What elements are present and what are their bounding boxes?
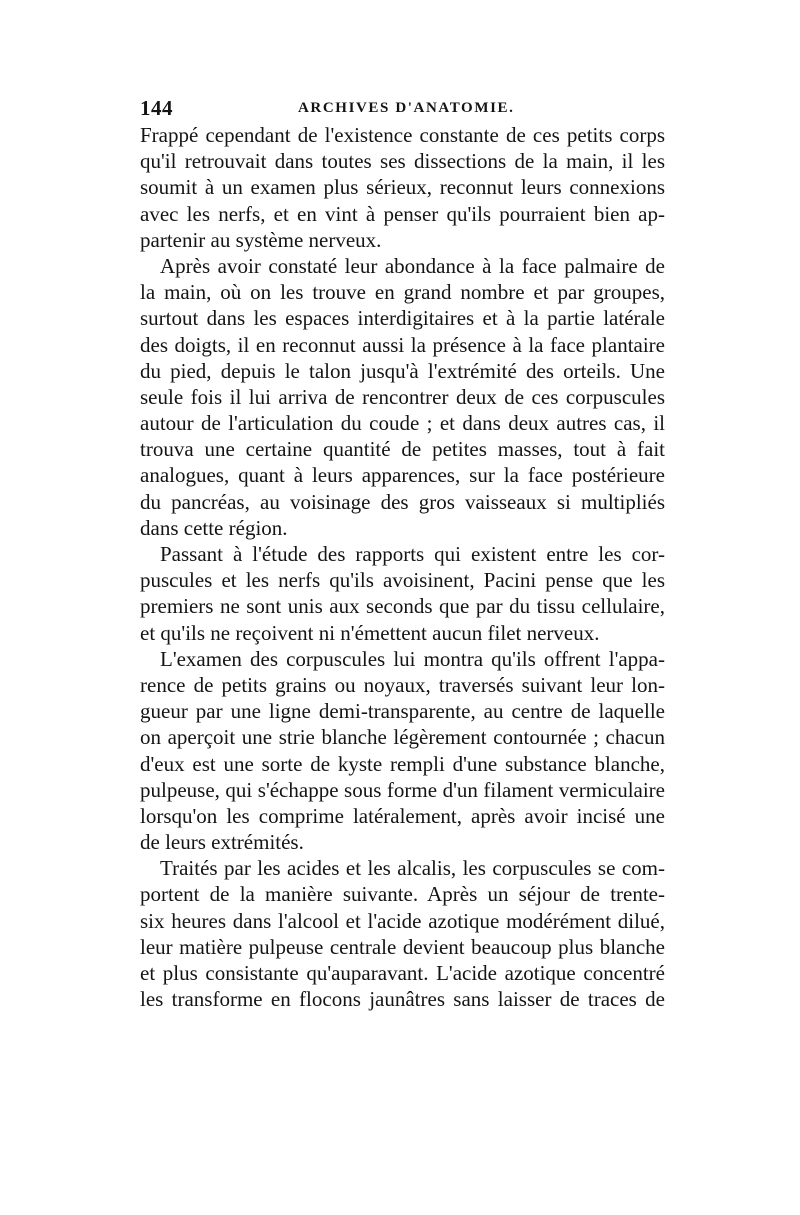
text-line: pulpeuse, qui s'échappe sous forme d'un filament vermiculaire	[140, 777, 665, 802]
text-line: la main, où on les trouve en grand nombre et par groupes,	[140, 280, 665, 305]
text-line: les transforme en flocons jaunâtres sans laisser de traces de	[140, 987, 665, 1012]
body-text	[140, 122, 665, 1012]
text-line: six heures dans l'alcool et l'acide azotique modérément dilué,	[140, 908, 665, 933]
text-line: Après avoir constaté leur abondance à la face palmaire de	[160, 253, 665, 278]
text-line: et plus consistante qu'auparavant. L'acide azotique concentré	[140, 961, 665, 985]
page-number: 144	[140, 96, 173, 120]
paragraph	[140, 122, 665, 253]
text-line: analogues, quant à leurs apparences, sur la face postérieure	[140, 463, 665, 488]
text-line: de leurs extrémités.	[140, 830, 304, 855]
text-line: L'examen des corpuscules lui montra qu'ils offrent l'appa-	[160, 646, 665, 671]
text-line: partenir au système nerveux.	[140, 227, 382, 252]
text-line: et qu'ils ne reçoivent ni n'émettent aucun filet nerveux.	[140, 620, 600, 645]
text-line: rence de petits grains ou noyaux, traversés suivant leur lon-	[140, 672, 665, 697]
text-line: Traités par les acides et les alcalis, les corpuscules se com-	[160, 856, 665, 881]
text-line: Passant à l'étude des rapports qui existent entre les cor-	[160, 542, 665, 566]
text-line: qu'il retrouvait dans toutes ses dissections de la main, il les	[140, 149, 665, 174]
text-line: du pied, depuis le talon jusqu'à l'extrémité des orteils. Une	[140, 358, 665, 383]
text-line: autour de l'articulation du coude ; et dans deux autres cas, il	[140, 411, 665, 436]
text-line: dans cette région.	[140, 515, 288, 540]
text-line: leur matière pulpeuse centrale devient beaucoup plus blanche	[140, 934, 665, 959]
paragraph	[140, 253, 665, 541]
text-line: lorsqu'on les comprime latéralement, après avoir incisé une	[140, 803, 665, 828]
text-line: puscules et les nerfs qu'ils avoisinent, Pacini pense que les	[140, 568, 665, 593]
text-line: premiers ne sont unis aux seconds que par du tissu cellulaire,	[140, 594, 665, 619]
text-line: soumit à un examen plus sérieux, reconnut leurs connexions	[140, 175, 665, 200]
paragraph	[140, 541, 665, 646]
running-title: ARCHIVES D'ANATOMIE.	[298, 100, 515, 116]
text-line: d'eux est une sorte de kyste rempli d'une substance blanche,	[140, 751, 665, 776]
text-line: on aperçoit une strie blanche légèrement contournée ; chacun	[140, 725, 665, 750]
text-line: surtout dans les espaces interdigitaires et à la partie latérale	[140, 306, 665, 331]
text-line: seule fois il lui arriva de rencontrer deux de ces corpuscules	[140, 384, 665, 409]
text-line: gueur par une ligne demi-transparente, au centre de laquelle	[140, 699, 665, 724]
text-line: du pancréas, au voisinage des gros vaisseaux si multipliés	[140, 489, 665, 514]
paragraph	[140, 646, 665, 856]
text-line: avec les nerfs, et en vint à penser qu'ils pourraient bien ap-	[140, 201, 665, 226]
text-line: trouva une certaine quantité de petites masses, tout à fait	[140, 437, 665, 462]
text-line: portent de la manière suivante. Après un séjour de trente-	[140, 882, 665, 907]
text-line: des doigts, il en reconnut aussi la présence à la face plantaire	[140, 332, 665, 357]
text-line: Frappé cependant de l'existence constante de ces petits corps	[140, 123, 665, 147]
paragraph	[140, 855, 665, 1012]
